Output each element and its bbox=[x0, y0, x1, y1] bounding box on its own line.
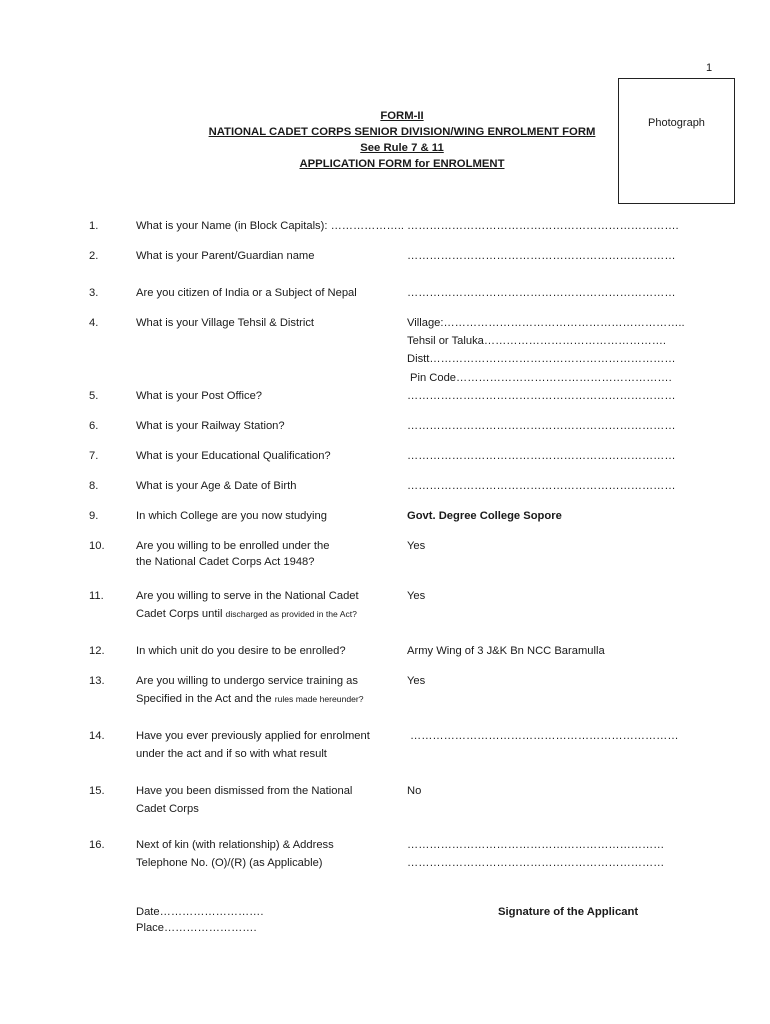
q11-question-line2-small: discharged as provided in the Act? bbox=[225, 609, 357, 619]
q12-answer: Army Wing of 3 J&K Bn NCC Baramulla bbox=[407, 645, 605, 657]
q9-number: 9. bbox=[89, 510, 99, 522]
photograph-box bbox=[618, 78, 735, 204]
q8-question: What is your Age & Date of Birth bbox=[136, 480, 297, 492]
q14-answer: ……………………………………………………………… bbox=[410, 730, 679, 742]
q13-question-line2-text: Specified in the Act and the bbox=[136, 693, 272, 705]
q13-question-line2-small: rules made hereunder? bbox=[274, 694, 364, 704]
q16-answer-address: …………………………………………………………… bbox=[407, 839, 665, 851]
q4-pin-code: Pin Code…………………………………………………. bbox=[410, 372, 672, 384]
q1-number: 1. bbox=[89, 220, 99, 232]
q4-question: What is your Village Tehsil & District bbox=[136, 317, 315, 329]
q7-question: What is your Educational Qualification? bbox=[136, 450, 331, 462]
q14-number: 14. bbox=[89, 730, 105, 742]
q2-number: 2. bbox=[89, 250, 99, 262]
q16-answer-telephone: …………………………………………………………… bbox=[407, 857, 665, 869]
q2-question: What is your Parent/Guardian name bbox=[136, 250, 315, 262]
q11-number: 11. bbox=[89, 590, 104, 602]
q5-answer: ……………………………………………………………… bbox=[407, 390, 676, 402]
q14-question-line2: under the act and if so with what result bbox=[136, 748, 327, 760]
q8-number: 8. bbox=[89, 480, 99, 492]
q9-answer: Govt. Degree College Sopore bbox=[407, 510, 562, 522]
rule-reference: See Rule 7 & 11 bbox=[360, 142, 444, 154]
q2-answer: ……………………………………………………………… bbox=[407, 250, 676, 262]
q6-answer: ……………………………………………………………… bbox=[407, 420, 676, 432]
photograph-label: Photograph bbox=[648, 117, 705, 129]
q3-answer: ……………………………………………………………… bbox=[407, 287, 676, 299]
q13-question-line2 bbox=[136, 693, 364, 705]
q6-question: What is your Railway Station? bbox=[136, 420, 285, 432]
form-title: NATIONAL CADET CORPS SENIOR DIVISION/WING ENROLMENT FORM bbox=[208, 126, 596, 138]
q13-number: 13. bbox=[89, 675, 105, 687]
q11-question-line2 bbox=[136, 608, 357, 620]
form-number: FORM-II bbox=[380, 110, 424, 122]
q4-number: 4. bbox=[89, 317, 99, 329]
q8-answer: ……………………………………………………………… bbox=[407, 480, 676, 492]
q16-question-line1: Next of kin (with relationship) & Address bbox=[136, 839, 334, 851]
q15-number: 15. bbox=[89, 785, 105, 797]
q4-district: Distt………………………………………………………… bbox=[407, 353, 676, 365]
q10-question-line1: Are you willing to be enrolled under the bbox=[136, 540, 330, 552]
q4-village: Village:……………………………………………………….. bbox=[407, 317, 685, 329]
q13-question-line1: Are you willing to undergo service training as bbox=[136, 675, 359, 687]
q12-question: In which unit do you desire to be enrolled? bbox=[136, 645, 346, 657]
q15-answer: No bbox=[407, 785, 422, 797]
q14-question-line1: Have you ever previously applied for enrolment bbox=[136, 730, 370, 742]
q3-number: 3. bbox=[89, 287, 99, 299]
q10-question-line2: the National Cadet Corps Act 1948? bbox=[136, 556, 315, 568]
q7-number: 7. bbox=[89, 450, 99, 462]
q6-number: 6. bbox=[89, 420, 99, 432]
q9-question: In which College are you now studying bbox=[136, 510, 327, 522]
q11-answer: Yes bbox=[407, 590, 426, 602]
q11-question-line1: Are you willing to serve in the National Cadet bbox=[136, 590, 359, 602]
date-field: Date………………………. bbox=[136, 906, 264, 918]
q7-answer: ……………………………………………………………… bbox=[407, 450, 676, 462]
q16-question-line2: Telephone No. (O)/(R) (as Applicable) bbox=[136, 857, 323, 869]
q13-answer: Yes bbox=[407, 675, 426, 687]
q3-question: Are you citizen of India or a Subject of Nepal bbox=[136, 287, 357, 299]
place-field: Place……………………. bbox=[136, 922, 257, 934]
q5-number: 5. bbox=[89, 390, 99, 402]
q5-question: What is your Post Office? bbox=[136, 390, 263, 402]
q11-question-line2-text: Cadet Corps until bbox=[136, 608, 223, 620]
q16-number: 16. bbox=[89, 839, 105, 851]
form-subtitle: APPLICATION FORM for ENROLMENT bbox=[299, 158, 505, 170]
q4-tehsil: Tehsil or Taluka…………………………………………. bbox=[407, 335, 667, 347]
q15-question-line1: Have you been dismissed from the National bbox=[136, 785, 353, 797]
q12-number: 12. bbox=[89, 645, 105, 657]
q10-answer: Yes bbox=[407, 540, 426, 552]
applicant-signature-label: Signature of the Applicant bbox=[498, 906, 639, 918]
q15-question-line2: Cadet Corps bbox=[136, 803, 199, 815]
q1-name-field: What is your Name (in Block Capitals): ……………….. ………………………………………………………………. bbox=[136, 220, 679, 232]
page-number: 1 bbox=[706, 62, 713, 74]
q10-number: 10. bbox=[89, 540, 105, 552]
